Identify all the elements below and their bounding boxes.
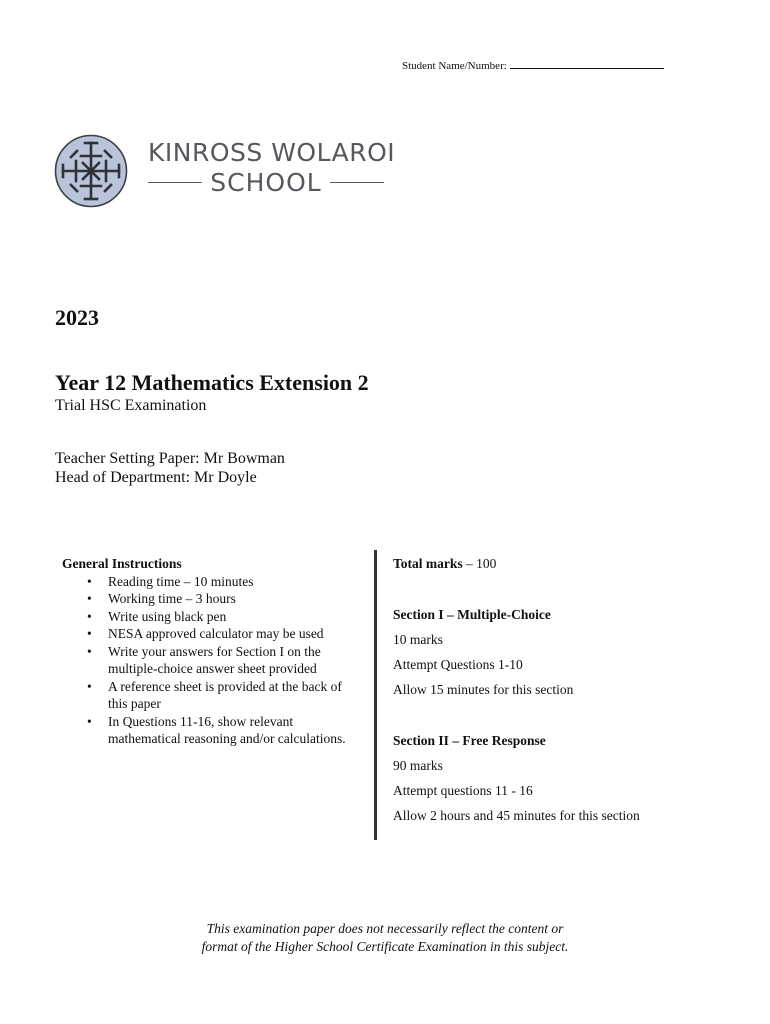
exam-summary: [393, 555, 733, 824]
instruction-item: • Working time – 3 hours: [108, 590, 362, 608]
logo-rule-right: [330, 182, 384, 183]
student-name-field[interactable]: [402, 58, 664, 72]
student-name-label: Student Name/Number:: [402, 60, 507, 72]
column-divider: [374, 550, 377, 840]
instruction-item: • In Questions 11-16, show relevant mathematical reasoning and/or calculations.: [108, 713, 362, 748]
general-instructions: [62, 555, 362, 748]
school-name-line1: KINROSS WOLAROI: [148, 138, 396, 167]
exam-subtitle: Trial HSC Examination: [55, 397, 207, 414]
section1-time: Allow 15 minutes for this section: [393, 682, 574, 697]
instructions-list: [62, 573, 362, 748]
instruction-item: • Reading time – 10 minutes: [108, 573, 362, 591]
school-seal-icon: [54, 134, 128, 208]
disclaimer-line2: format of the Higher School Certificate Examination in this subject.: [201, 939, 569, 954]
instructions-heading: General Instructions: [62, 556, 182, 571]
school-name-line2-row: [148, 168, 384, 197]
section2-title: Section II – Free Response: [393, 733, 546, 748]
section2-marks: 90 marks: [393, 758, 443, 773]
total-marks: [393, 555, 733, 572]
course-title: Year 12 Mathematics Extension 2: [55, 370, 369, 395]
section1-title: Section I – Multiple-Choice: [393, 607, 551, 622]
instruction-item: • Write using black pen: [108, 608, 362, 626]
school-name-line2: SCHOOL: [210, 168, 322, 197]
teacher-line: Teacher Setting Paper: Mr Bowman: [55, 450, 285, 467]
logo-rule-left: [148, 182, 202, 183]
hod-line: Head of Department: Mr Doyle: [55, 469, 257, 486]
student-name-blank[interactable]: [510, 58, 664, 69]
section1-attempt: Attempt Questions 1-10: [393, 657, 523, 672]
instruction-item: • NESA approved calculator may be used: [108, 625, 362, 643]
section2-attempt: Attempt questions 11 - 16: [393, 783, 533, 798]
section2-time: Allow 2 hours and 45 minutes for this section: [393, 808, 640, 823]
section1-marks: 10 marks: [393, 632, 443, 647]
disclaimer-footer: [0, 920, 770, 956]
total-marks-label: Total marks: [393, 556, 463, 571]
total-marks-value: – 100: [462, 556, 497, 571]
exam-year: 2023: [55, 305, 99, 330]
instruction-item: • Write your answers for Section I on the multiple-choice answer sheet provided: [108, 643, 362, 678]
disclaimer-line1: This examination paper does not necessarily reflect the content or: [206, 921, 564, 936]
instruction-item: • A reference sheet is provided at the back of this paper: [108, 678, 362, 713]
